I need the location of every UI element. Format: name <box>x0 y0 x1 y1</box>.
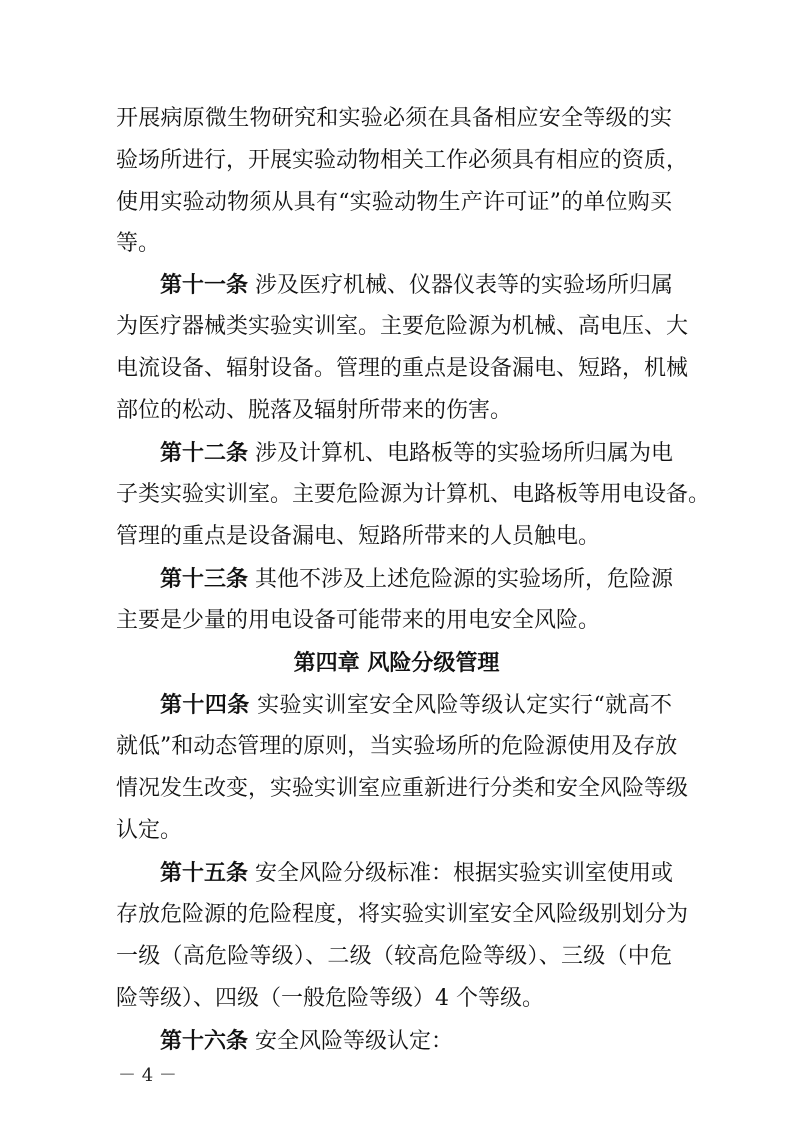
article-16-label: 第十六条 <box>160 1028 249 1054</box>
article-11-label: 第十一条 <box>160 272 249 298</box>
paragraph-line: 一级（高危险等级）、二级（较高危险等级）、三级（中危 <box>116 944 672 969</box>
article-12-label: 第十二条 <box>160 440 249 466</box>
article-15-first-line <box>160 858 672 888</box>
paragraph-line: 为医疗器械类实验实训室。主要危险源为机械、高电压、大 <box>116 314 689 339</box>
article-13-label: 第十三条 <box>160 566 249 592</box>
article-11-text: 涉及医疗机械、仪器仪表等的实验场所归属 <box>255 273 674 298</box>
article-15-label: 第十五条 <box>160 860 249 886</box>
article-16-text: 安全风险等级认定： <box>255 1029 454 1054</box>
article-14-first-line <box>160 690 672 720</box>
chapter-heading <box>0 648 793 679</box>
paragraph-line: 电流设备、辐射设备。管理的重点是设备漏电、短路，机械 <box>116 356 689 381</box>
article-12-text: 涉及计算机、电路板等的实验场所归属为电 <box>255 441 674 466</box>
article-15-text: 安全风险分级标准：根据实验实训室使用或 <box>255 861 674 886</box>
article-14-label: 第十四条 <box>160 692 250 718</box>
paragraph-line: 使用实验动物须从具有“实验动物生产许可证”的单位购买 <box>116 190 672 215</box>
paragraph-line: 等。 <box>116 231 161 256</box>
paragraph-line: 部位的松动、脱落及辐射所带来的伤害。 <box>116 398 513 423</box>
article-13-text: 其他不涉及上述危险源的实验场所，危险源 <box>255 567 674 592</box>
paragraph-line: 险等级）、四级（一般危险等级）4 个等级。 <box>116 986 544 1011</box>
article-12-first-line <box>160 438 672 468</box>
article-14-text: 实验实训室安全风险等级认定实行“就高不 <box>257 693 672 718</box>
paragraph-line: 管理的重点是设备漏电、短路所带来的人员触电。 <box>116 524 601 549</box>
paragraph-line: 主要是少量的用电设备可能带来的用电安全风险。 <box>116 608 601 633</box>
paragraph-line: 子类实验实训室。主要危险源为计算机、电路板等用电设备。 <box>116 482 711 507</box>
article-13-first-line <box>160 564 672 594</box>
chapter-title: 第四章 风险分级管理 <box>293 650 500 676</box>
page-number: － 4 － <box>118 1065 177 1086</box>
article-16-first-line <box>160 1026 672 1056</box>
article-11-first-line <box>160 270 672 300</box>
paragraph-line: 认定。 <box>116 818 183 843</box>
paragraph-line: 开展病原微生物研究和实验必须在具备相应安全等级的实 <box>116 106 672 131</box>
paragraph-line: 就低”和动态管理的原则，当实验场所的危险源使用及存放 <box>116 734 678 759</box>
paragraph-line: 情况发生改变，实验实训室应重新进行分类和安全风险等级 <box>116 776 689 801</box>
paragraph-line: 验场所进行，开展实验动物相关工作必须具有相应的资质， <box>116 148 689 173</box>
paragraph-line: 存放危险源的危险程度，将实验实训室安全风险级别划分为 <box>116 902 689 927</box>
